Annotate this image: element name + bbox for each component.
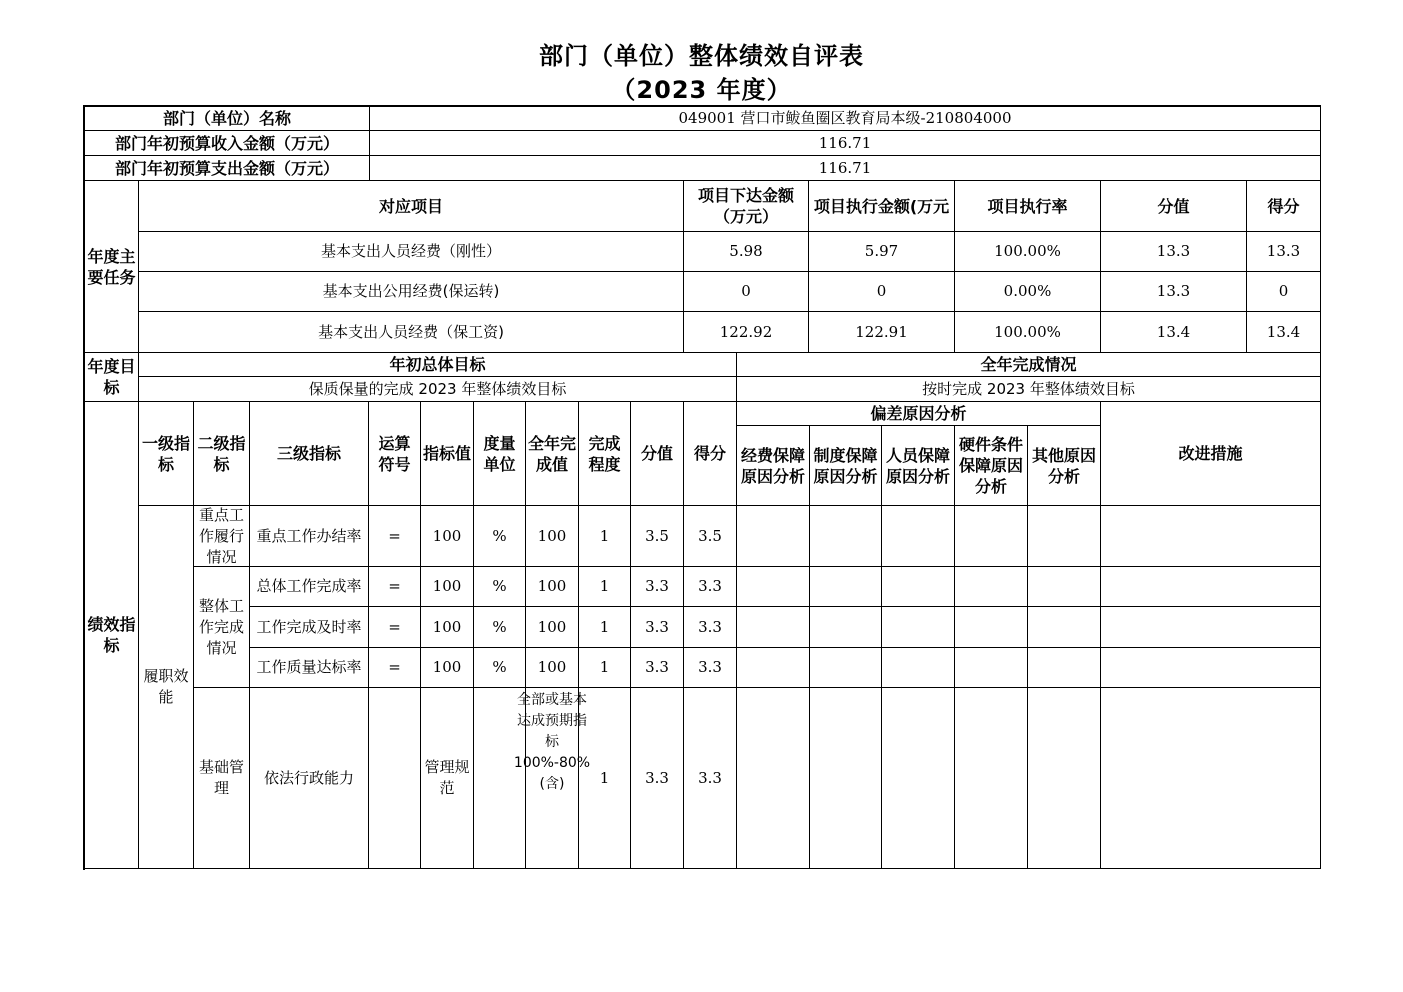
task-row-rate: 100.00%: [955, 312, 1101, 353]
expense-value: 116.71: [370, 156, 1321, 181]
tasks-section-label: 年度主要任务: [85, 181, 139, 353]
empty-cell: [955, 506, 1028, 567]
unit-name-label: 部门（单位）名称: [85, 107, 370, 131]
task-row-executed: 0: [809, 272, 955, 312]
task-row-project: 基本支出人员经费（保工资): [139, 312, 684, 353]
group-basic-management: 基础管理: [194, 688, 250, 869]
empty-cell: [737, 506, 810, 567]
tasks-header-allocated: 项目下达金额（万元）: [684, 181, 809, 232]
task-row-score: 13.3: [1101, 232, 1247, 272]
empty-cell: [737, 688, 810, 869]
income-label: 部门年初预算收入金额（万元）: [85, 131, 370, 156]
task-row-allocated: 0: [684, 272, 809, 312]
header-level1: 一级指标: [139, 402, 194, 506]
indicator-operator: =: [369, 567, 421, 607]
indicator-name: 工作质量达标率: [250, 648, 369, 688]
empty-cell: [810, 506, 882, 567]
empty-cell: [810, 607, 882, 648]
task-row-got: 13.3: [1247, 232, 1321, 272]
indicator-operator: =: [369, 506, 421, 567]
goals-completion-header: 全年完成情况: [737, 353, 1321, 377]
indicator-score: 3.3: [631, 567, 684, 607]
header-dev-hardware: 硬件条件保障原因分析: [955, 426, 1028, 506]
task-row-rate: 0.00%: [955, 272, 1101, 312]
task-row-allocated: 5.98: [684, 232, 809, 272]
task-row-executed: 122.91: [809, 312, 955, 353]
header-dev-cost: 经费保障原因分析: [737, 426, 810, 506]
empty-cell: [955, 688, 1028, 869]
header-degree: 完成程度: [579, 402, 631, 506]
indicator-unit: %: [474, 648, 526, 688]
header-unit: 度量单位: [474, 402, 526, 506]
indicator-degree: 1: [579, 567, 631, 607]
page-title: 部门（单位）整体绩效自评表: [539, 42, 864, 70]
empty-cell: [882, 567, 955, 607]
tasks-header-got: 得分: [1247, 181, 1321, 232]
tasks-header-project: 对应项目: [139, 181, 684, 232]
header-dev-staff: 人员保障原因分析: [882, 426, 955, 506]
indicator-target: 100: [421, 567, 474, 607]
indicator-actual: 100: [526, 506, 579, 567]
tasks-header-score: 分值: [1101, 181, 1247, 232]
indicator-actual: 100: [526, 648, 579, 688]
income-value: 116.71: [370, 131, 1321, 156]
header-got: 得分: [684, 402, 737, 506]
empty-cell: [737, 648, 810, 688]
empty-cell: [955, 607, 1028, 648]
empty-cell: [955, 648, 1028, 688]
empty-cell: [1101, 688, 1321, 869]
empty-cell: [1101, 567, 1321, 607]
empty-cell: [810, 648, 882, 688]
empty-cell: [1101, 506, 1321, 567]
indicator-score: 3.5: [631, 506, 684, 567]
indicator-degree: 1: [579, 607, 631, 648]
header-score: 分值: [631, 402, 684, 506]
empty-cell: [955, 567, 1028, 607]
indicator-score: 3.3: [631, 607, 684, 648]
indicators-section-label: 绩效指标: [85, 402, 139, 869]
task-row-score: 13.3: [1101, 272, 1247, 312]
header-operator: 运算符号: [369, 402, 421, 506]
empty-cell: [1028, 648, 1101, 688]
indicator-degree: 1: [579, 506, 631, 567]
empty-cell: [810, 567, 882, 607]
task-row-score: 13.4: [1101, 312, 1247, 353]
tasks-header-executed: 项目执行金额(万元: [809, 181, 955, 232]
indicator-got: 3.3: [684, 648, 737, 688]
indicator-actual: 100: [526, 607, 579, 648]
indicator-degree: 1: [579, 688, 631, 869]
header-target: 指标值: [421, 402, 474, 506]
indicator-score: 3.3: [631, 648, 684, 688]
task-row-allocated: 122.92: [684, 312, 809, 353]
header-deviation: 偏差原因分析: [737, 402, 1101, 426]
task-row-got: 13.4: [1247, 312, 1321, 353]
goals-initial-header: 年初总体目标: [139, 353, 737, 377]
task-row-rate: 100.00%: [955, 232, 1101, 272]
goals-section-label: 年度目标: [85, 353, 139, 402]
indicator-name: 工作完成及时率: [250, 607, 369, 648]
empty-cell: [737, 607, 810, 648]
indicator-actual: 100: [526, 567, 579, 607]
indicator-unit: %: [474, 506, 526, 567]
header-level2: 二级指标: [194, 402, 250, 506]
indicator-unit: %: [474, 567, 526, 607]
empty-cell: [1028, 607, 1101, 648]
group-key-work: 重点工作履行情况: [194, 506, 250, 567]
task-row-project: 基本支出公用经费(保运转): [139, 272, 684, 312]
task-row-got: 0: [1247, 272, 1321, 312]
header-dev-system: 制度保障原因分析: [810, 426, 882, 506]
indicator-name: 依法行政能力: [250, 688, 369, 869]
indicator-target: 管理规范: [421, 688, 474, 869]
expense-label: 部门年初预算支出金额（万元）: [85, 156, 370, 181]
empty-cell: [1028, 567, 1101, 607]
empty-cell: [1028, 688, 1101, 869]
tasks-header-rate: 项目执行率: [955, 181, 1101, 232]
indicator-unit: %: [474, 607, 526, 648]
level1-value: 履职效能: [139, 506, 194, 869]
indicator-target: 100: [421, 648, 474, 688]
goals-completion-value: 按时完成 2023 年整体绩效目标: [737, 377, 1321, 402]
group-overall-work: 整体工作完成情况: [194, 567, 250, 688]
empty-cell: [1101, 607, 1321, 648]
indicator-operator: =: [369, 607, 421, 648]
goals-initial-value: 保质保量的完成 2023 年整体绩效目标: [139, 377, 737, 402]
empty-cell: [1101, 648, 1321, 688]
header-level3: 三级指标: [250, 402, 369, 506]
header-actual: 全年完成值: [526, 402, 579, 506]
empty-cell: [882, 607, 955, 648]
indicator-operator: =: [369, 648, 421, 688]
empty-cell: [737, 567, 810, 607]
empty-cell: [882, 648, 955, 688]
header-dev-other: 其他原因分析: [1028, 426, 1101, 506]
indicator-name: 总体工作完成率: [250, 567, 369, 607]
indicator-operator: [369, 688, 421, 869]
empty-cell: [882, 506, 955, 567]
page-subtitle: （2023 年度）: [611, 76, 792, 104]
task-row-project: 基本支出人员经费（刚性）: [139, 232, 684, 272]
header-improve: 改进措施: [1101, 402, 1321, 506]
indicator-name: 重点工作办结率: [250, 506, 369, 567]
task-row-executed: 5.97: [809, 232, 955, 272]
indicator-actual: 全部或基本达成预期指标100%-80%(含): [526, 688, 579, 869]
indicator-got: 3.3: [684, 567, 737, 607]
indicator-score: 3.3: [631, 688, 684, 869]
indicator-got: 3.3: [684, 607, 737, 648]
indicator-got: 3.3: [684, 688, 737, 869]
empty-cell: [882, 688, 955, 869]
indicator-target: 100: [421, 607, 474, 648]
empty-cell: [810, 688, 882, 869]
indicator-got: 3.5: [684, 506, 737, 567]
empty-cell: [1028, 506, 1101, 567]
unit-name-value: 049001 营口市鲅鱼圈区教育局本级-210804000: [370, 107, 1321, 131]
indicator-degree: 1: [579, 648, 631, 688]
indicator-target: 100: [421, 506, 474, 567]
